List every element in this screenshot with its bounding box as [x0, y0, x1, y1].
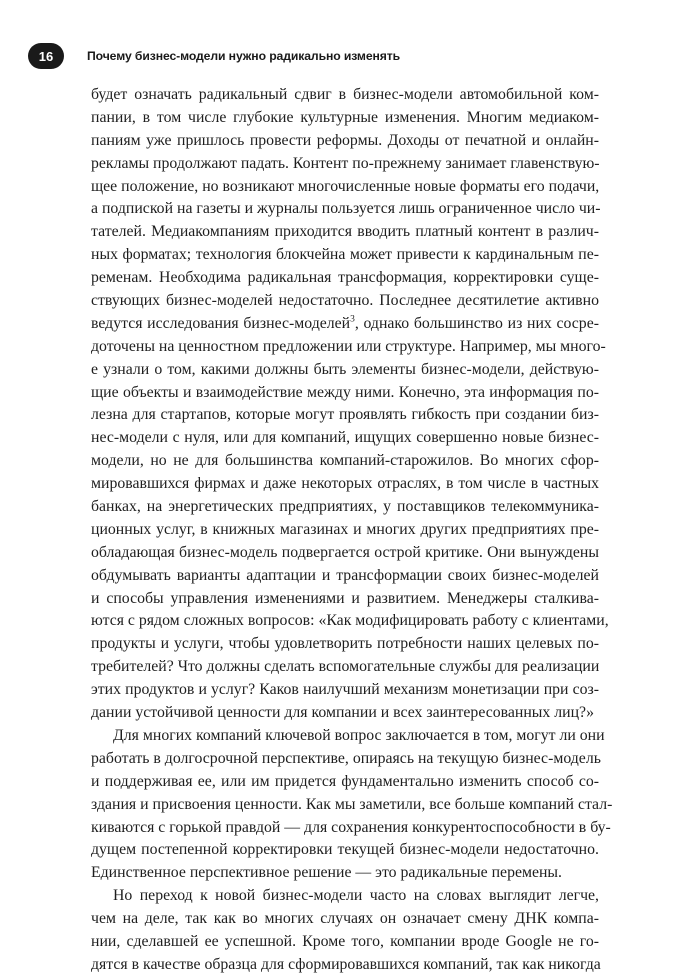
- text-line: чем на деле, так как во многих случаях он означает смену ДНК компа-: [91, 910, 599, 928]
- text-line: банках, на энергетических предприятиях, у поставщиков телекоммуника-: [91, 498, 599, 516]
- footnote-line-before: ведутся исследования бизнес-моделей: [91, 314, 351, 332]
- text-line: нес-модели с нуля, или для компаний, ищущих совершенно новые бизнес-: [91, 429, 599, 447]
- text-line: рекламы продолжают падать. Контент по-прежнему занимает главенствую-: [91, 154, 600, 172]
- text-line: Для многих компаний ключевой вопрос заключается в том, могут ли они: [113, 726, 605, 744]
- text-line: продукты и услуги, чтобы удовлетворить потребности наших целевых по-: [91, 635, 599, 653]
- text-line: нии, сделавшей ее успешной. Кроме того, компании вроде Google не го-: [91, 932, 599, 950]
- text-line: дании устойчивой ценности для компании и всех заинтересованных лиц?»: [91, 704, 594, 722]
- text-line-with-footnote: [91, 313, 599, 336]
- text-line: и поддерживая ее, или им придется фундаментально изменить способ со-: [91, 772, 599, 790]
- text-line: лезна для стартапов, которые могут проявлять гибкость при создании биз-: [91, 406, 599, 424]
- footnote-reference[interactable]: 3: [350, 314, 355, 325]
- text-line: паниям уже пришлось провести реформы. Доходы от печатной и онлайн-: [91, 131, 599, 149]
- text-line: тателей. Медиакомпаниям приходится вводить платный контент в различ-: [91, 223, 599, 241]
- text-line: киваются с горькой правдой — для сохранения конкурентоспособности в бу-: [91, 818, 611, 836]
- text-line: дятся в качестве образца для сформировавшихся компаний, так как никогда: [91, 955, 601, 973]
- text-line: ных форматах; технология блокчейна может привести к кардинальным пе-: [91, 246, 599, 264]
- text-line: е узнали о том, какими должны быть элементы бизнес-модели, действую-: [91, 360, 599, 378]
- paragraph-3: [91, 885, 599, 977]
- text-line: щие объекты и взаимодействие между ними. Конечно, эта информация по-: [91, 383, 599, 401]
- text-line: здания и присвоения ценности. Как мы заметили, все больше компаний стал-: [91, 795, 613, 813]
- text-line: будет означать радикальный сдвиг в бизнес-модели автомобильной ком-: [91, 86, 599, 103]
- text-line: мировавшихся фирмах и даже некоторых отраслях, в том числе в частных: [91, 475, 599, 493]
- text-line: Единственное перспективное решение — это радикальные перемены.: [91, 864, 562, 882]
- paragraph-1: [91, 84, 609, 725]
- text-line: обладающая бизнес-модель подвергается острой критике. Они вынуждены: [91, 543, 599, 561]
- text-line: доточены на ценностном предложении или структуре. Например, мы много-: [91, 337, 606, 355]
- text-line: работать в долгосрочной перспективе, опираясь на текущую бизнес-модель: [91, 749, 601, 767]
- text-line: обдумывать варианты адаптации и трансформации своих бизнес-моделей: [91, 566, 599, 584]
- text-line: ционных услуг, в книжных магазинах и многих других предприятиях пре-: [91, 520, 599, 538]
- text-line: этих продуктов и услуг? Каков наилучший механизм монетизации при соз-: [91, 681, 599, 699]
- text-line: модели, но не для большинства компаний-старожилов. Во многих сфор-: [91, 452, 599, 470]
- text-line: а подпиской на газеты и журналы пользуется лишь ограниченное число чи-: [91, 200, 601, 218]
- text-line: дущем постепенной корректировки текущей бизнес-модели недостаточно.: [91, 841, 599, 859]
- paragraph-2: [91, 725, 613, 885]
- text-line: щее положение, но возникают многочисленные новые форматы его подачи,: [91, 177, 600, 195]
- text-line: ременам. Необходима радикальная трансформация, корректировки суще-: [91, 269, 599, 287]
- page-number-badge: 16: [28, 43, 64, 69]
- footnote-line-after: , однако большинство из них сосре-: [354, 314, 599, 332]
- text-line: требителей? Что должны сделать вспомогательные службы для реализации: [91, 658, 600, 676]
- body-text: [91, 84, 613, 977]
- running-title: Почему бизнес-модели нужно радикально изменять: [87, 49, 401, 63]
- text-line: и способы управления изменениями и развитием. Менеджеры сталкива-: [91, 589, 599, 607]
- text-line: ствующих бизнес-моделей недостаточно. Последнее десятилетие активно: [91, 292, 599, 310]
- text-line: Но переход к новой бизнес-модели часто на словах выглядит легче,: [113, 887, 599, 905]
- text-line: ются с рядом сложных вопросов: «Как модифицировать работу с клиентами,: [91, 612, 609, 630]
- text-line: пании, в том числе глубокие культурные изменения. Многим медиаком-: [91, 108, 599, 126]
- page-header: [28, 43, 400, 69]
